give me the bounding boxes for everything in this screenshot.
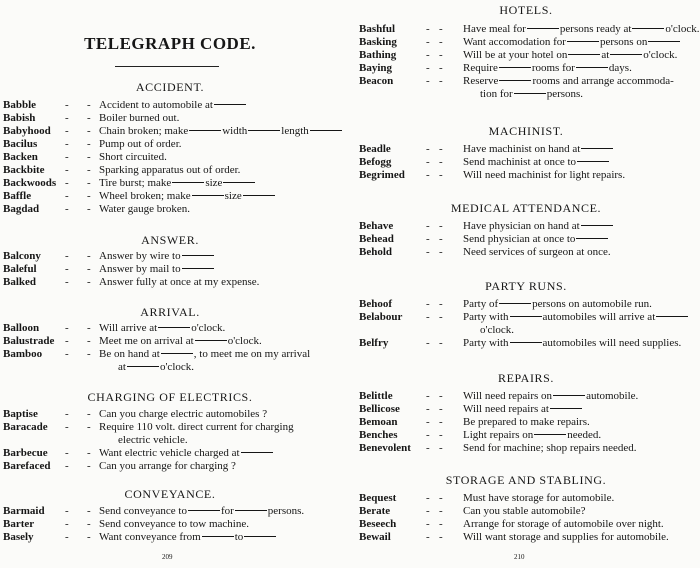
leader-dash: - <box>439 23 443 35</box>
leader-dash: - <box>426 220 430 232</box>
code-entry <box>359 49 699 62</box>
code-word: Bacilus <box>3 138 38 150</box>
code-entry <box>3 151 343 164</box>
leader-dash: - <box>426 416 430 428</box>
code-meaning: Meet me on arrival at o'clock. <box>99 335 262 347</box>
code-word: Bagdad <box>3 203 40 215</box>
code-meaning: Require 110 volt. direct current for charging <box>99 421 294 433</box>
code-entry <box>3 531 343 544</box>
code-entry <box>359 311 699 324</box>
code-entry <box>3 421 343 434</box>
code-word: Bamboo <box>3 348 43 360</box>
leader-dash: - <box>426 23 430 35</box>
page-number: 210 <box>514 553 525 561</box>
code-meaning: Will need machinist for light repairs. <box>463 169 626 181</box>
leader-dash: - <box>65 531 69 543</box>
code-word: Begrimed <box>359 169 405 181</box>
code-word: Behold <box>359 246 393 258</box>
code-meaning: Answer by wire to <box>99 250 215 263</box>
leader-dash: - <box>87 151 91 163</box>
code-entry <box>3 518 343 531</box>
leader-dash: - <box>426 429 430 441</box>
code-word: Bemoan <box>359 416 398 428</box>
blank-line <box>244 536 276 537</box>
code-word: Barmaid <box>3 505 45 517</box>
leader-dash: - <box>87 421 91 433</box>
code-meaning: Have machinist on hand at <box>463 143 614 156</box>
blank-line <box>632 28 664 29</box>
code-meaning: Will be at your hotel on at o'clock. <box>463 49 678 61</box>
leader-dash: - <box>439 311 443 323</box>
leader-dash: - <box>65 460 69 472</box>
code-entry <box>359 518 699 531</box>
blank-line <box>553 395 585 396</box>
code-meaning-continued: electric vehicle. <box>118 434 188 446</box>
code-meaning: Light repairs on needed. <box>463 429 602 441</box>
code-entry <box>3 348 343 361</box>
code-word: Baying <box>359 62 393 74</box>
code-word: Behead <box>359 233 394 245</box>
code-meaning: Be prepared to make repairs. <box>463 416 590 428</box>
code-entry <box>359 337 699 350</box>
leader-dash: - <box>439 49 443 61</box>
code-meaning: Want conveyance from to <box>99 531 277 544</box>
blank-line <box>581 225 613 226</box>
leader-dash: - <box>426 337 430 349</box>
code-meaning: Send conveyance to for persons. <box>99 505 305 517</box>
leader-dash: - <box>87 447 91 459</box>
code-meaning: Have physician on hand at <box>463 220 614 233</box>
leader-dash: - <box>439 429 443 441</box>
leader-dash: - <box>87 190 91 202</box>
code-entry <box>359 416 699 429</box>
leader-dash: - <box>439 403 443 415</box>
title-rule <box>115 66 219 67</box>
leader-dash: - <box>65 138 69 150</box>
code-meaning: Will need repairs on automobile. <box>463 390 639 402</box>
code-word: Barefaced <box>3 460 51 472</box>
blank-line <box>127 366 159 367</box>
leader-dash: - <box>87 203 91 215</box>
leader-dash: - <box>439 442 443 454</box>
blank-line <box>241 452 273 453</box>
leader-dash: - <box>439 143 443 155</box>
code-word: Bellicose <box>359 403 400 415</box>
code-word: Beacon <box>359 75 394 87</box>
blank-line <box>576 67 608 68</box>
code-meaning: Boiler burned out. <box>99 112 180 124</box>
leader-dash: - <box>87 164 91 176</box>
code-meaning: Can you charge electric automobiles ? <box>99 408 268 420</box>
leader-dash: - <box>65 203 69 215</box>
code-entry <box>359 390 699 403</box>
leader-dash: - <box>426 390 430 402</box>
blank-line <box>534 434 566 435</box>
blank-line <box>550 408 582 409</box>
code-meaning: Tire burst; make size <box>99 177 256 190</box>
code-entry <box>3 263 343 276</box>
section-title-answer: ANSWER. <box>141 233 199 247</box>
code-meaning: Short circuited. <box>99 151 167 163</box>
leader-dash: - <box>87 322 91 334</box>
leader-dash: - <box>426 62 430 74</box>
code-meaning-continued: o'clock. <box>480 324 515 336</box>
code-meaning: Will want storage and supplies for automobile. <box>463 531 669 543</box>
leader-dash: - <box>439 531 443 543</box>
blank-line <box>499 67 531 68</box>
leader-dash: - <box>439 62 443 74</box>
code-word: Bathing <box>359 49 397 61</box>
code-meaning: Send physician at once to <box>463 233 609 246</box>
blank-line <box>172 182 204 183</box>
code-word: Behoof <box>359 298 392 310</box>
blank-line <box>223 182 255 183</box>
leader-dash: - <box>87 177 91 189</box>
code-entry <box>3 112 343 125</box>
code-entry <box>3 164 343 177</box>
code-meaning: Need services of surgeon at once. <box>463 246 611 258</box>
blank-line <box>235 510 267 511</box>
leader-dash: - <box>426 311 430 323</box>
leader-dash: - <box>65 421 69 433</box>
blank-line <box>576 238 608 239</box>
leader-dash: - <box>87 138 91 150</box>
code-meaning: Answer by mail to <box>99 263 215 276</box>
leader-dash: - <box>426 298 430 310</box>
code-entry <box>359 298 699 311</box>
code-entry <box>359 23 699 36</box>
section-title-conveyance: CONVEYANCE. <box>124 487 216 501</box>
code-entry <box>359 403 699 416</box>
code-word: Balloon <box>3 322 40 334</box>
code-word: Belittle <box>359 390 393 402</box>
code-word: Basking <box>359 36 397 48</box>
code-word: Balcony <box>3 250 41 262</box>
section-title-arrival: ARRIVAL. <box>140 305 200 319</box>
leader-dash: - <box>65 505 69 517</box>
code-meaning: Send conveyance to tow machine. <box>99 518 249 530</box>
code-meaning: Sparking apparatus out of order. <box>99 164 241 176</box>
code-meaning: Want accomodation for persons on <box>463 36 681 49</box>
blank-line <box>499 303 531 304</box>
leader-dash: - <box>65 190 69 202</box>
leader-dash: - <box>439 518 443 530</box>
right-page <box>356 0 700 568</box>
leader-dash: - <box>439 416 443 428</box>
blank-line <box>510 316 542 317</box>
code-word: Babyhood <box>3 125 51 137</box>
blank-line <box>568 54 600 55</box>
code-meaning: Must have storage for automobile. <box>463 492 615 504</box>
leader-dash: - <box>439 75 443 87</box>
code-meaning: Send machinist at once to <box>463 156 610 169</box>
leader-dash: - <box>87 276 91 288</box>
code-entry <box>3 203 343 216</box>
code-entry <box>3 177 343 190</box>
leader-dash: - <box>65 125 69 137</box>
code-word: Bashful <box>359 23 396 35</box>
code-entry <box>3 335 343 348</box>
code-entry <box>359 75 699 88</box>
blank-line <box>243 195 275 196</box>
blank-line <box>527 28 559 29</box>
blank-line <box>161 353 193 354</box>
leader-dash: - <box>65 322 69 334</box>
leader-dash: - <box>439 220 443 232</box>
code-word: Backbite <box>3 164 45 176</box>
code-entry <box>359 531 699 544</box>
leader-dash: - <box>426 403 430 415</box>
leader-dash: - <box>65 276 69 288</box>
blank-line <box>310 130 342 131</box>
code-meaning: Be on hand at , to meet me on my arrival <box>99 348 311 360</box>
section-title-repairs: REPAIRS. <box>497 371 555 385</box>
code-word: Befogg <box>359 156 392 168</box>
leader-dash: - <box>426 233 430 245</box>
code-word: Beadle <box>359 143 391 155</box>
code-meaning: Reserve rooms and arrange accommoda- <box>463 75 674 87</box>
leader-dash: - <box>426 49 430 61</box>
code-meaning: Send for machine; shop repairs needed. <box>463 442 637 454</box>
blank-line <box>189 130 221 131</box>
code-meaning: Party of persons on automobile run. <box>463 298 652 310</box>
blank-line <box>188 510 220 511</box>
code-entry <box>3 138 343 151</box>
blank-line <box>158 327 190 328</box>
left-page <box>0 0 344 568</box>
code-entry <box>3 250 343 263</box>
page-title: TELEGRAPH CODE. <box>84 34 256 53</box>
blank-line <box>499 80 531 81</box>
code-meaning-continued: tion for persons. <box>480 88 584 100</box>
leader-dash: - <box>426 169 430 181</box>
code-entry <box>3 460 343 473</box>
code-word: Benches <box>359 429 398 441</box>
code-meaning: Pump out of order. <box>99 138 182 150</box>
leader-dash: - <box>426 442 430 454</box>
code-meaning: Water gauge broken. <box>99 203 191 215</box>
leader-dash: - <box>87 125 91 137</box>
leader-dash: - <box>87 348 91 360</box>
code-word: Bewail <box>359 531 391 543</box>
leader-dash: - <box>65 447 69 459</box>
blank-line <box>192 195 224 196</box>
code-word: Balked <box>3 276 37 288</box>
leader-dash: - <box>439 156 443 168</box>
code-word: Barbecue <box>3 447 48 459</box>
leader-dash: - <box>87 99 91 111</box>
blank-line <box>182 268 214 269</box>
code-word: Basely <box>3 531 34 543</box>
code-word: Baleful <box>3 263 37 275</box>
blank-line <box>248 130 280 131</box>
leader-dash: - <box>439 337 443 349</box>
code-entry <box>3 447 343 460</box>
code-word: Benevolent <box>359 442 411 454</box>
leader-dash: - <box>65 112 69 124</box>
code-word: Balustrade <box>3 335 55 347</box>
leader-dash: - <box>65 263 69 275</box>
blank-line <box>581 148 613 149</box>
leader-dash: - <box>439 233 443 245</box>
leader-dash: - <box>426 505 430 517</box>
leader-dash: - <box>439 390 443 402</box>
code-word: Babish <box>3 112 36 124</box>
leader-dash: - <box>87 531 91 543</box>
leader-dash: - <box>87 460 91 472</box>
blank-line <box>514 93 546 94</box>
blank-line <box>195 340 227 341</box>
section-title-hotels: HOTELS. <box>499 3 553 17</box>
code-word: Belabour <box>359 311 403 323</box>
code-meaning: Wheel broken; make size <box>99 190 276 203</box>
leader-dash: - <box>426 156 430 168</box>
code-meaning: Have meal for persons ready at o'clock. <box>463 23 700 35</box>
code-meaning: Accident to automobile at <box>99 99 247 112</box>
leader-dash: - <box>65 348 69 360</box>
leader-dash: - <box>87 263 91 275</box>
code-word: Belfry <box>359 337 389 349</box>
leader-dash: - <box>65 335 69 347</box>
code-meaning: Party with automobiles will need supplies. <box>463 337 682 349</box>
leader-dash: - <box>426 492 430 504</box>
blank-line <box>510 342 542 343</box>
leader-dash: - <box>87 250 91 262</box>
code-meaning: Want electric vehicle charged at <box>99 447 274 460</box>
code-entry <box>359 233 699 246</box>
code-meaning: Chain broken; make width length <box>99 125 343 138</box>
code-entry <box>3 276 343 289</box>
code-word: Backen <box>3 151 38 163</box>
code-word: Backwoods <box>3 177 57 189</box>
leader-dash: - <box>439 246 443 258</box>
leader-dash: - <box>65 177 69 189</box>
leader-dash: - <box>439 298 443 310</box>
leader-dash: - <box>87 408 91 420</box>
code-entry <box>3 190 343 203</box>
leader-dash: - <box>439 505 443 517</box>
section-title-charging: CHARGING OF ELECTRICS. <box>87 390 253 404</box>
blank-line <box>610 54 642 55</box>
section-title-storage: STORAGE AND STABLING. <box>445 473 607 487</box>
leader-dash: - <box>87 112 91 124</box>
code-word: Beseech <box>359 518 397 530</box>
leader-dash: - <box>439 169 443 181</box>
code-word: Baracade <box>3 421 48 433</box>
code-meaning: Will need repairs at <box>463 403 583 416</box>
page-number: 209 <box>162 553 173 561</box>
code-word: Babble <box>3 99 37 111</box>
code-entry <box>359 246 699 259</box>
code-meaning: Arrange for storage of automobile over night. <box>463 518 664 530</box>
section-title-medical: MEDICAL ATTENDANCE. <box>450 201 602 215</box>
code-entry <box>359 220 699 233</box>
leader-dash: - <box>87 335 91 347</box>
leader-dash: - <box>426 143 430 155</box>
code-meaning: Party with automobiles will arrive at <box>463 311 689 324</box>
leader-dash: - <box>439 36 443 48</box>
code-word: Barter <box>3 518 35 530</box>
leader-dash: - <box>65 250 69 262</box>
blank-line <box>567 41 599 42</box>
code-word: Baffle <box>3 190 32 202</box>
section-title-accident: ACCIDENT. <box>135 80 205 94</box>
code-entry <box>359 492 699 505</box>
code-entry <box>359 505 699 518</box>
blank-line <box>214 104 246 105</box>
leader-dash: - <box>65 164 69 176</box>
leader-dash: - <box>426 36 430 48</box>
blank-line <box>182 255 214 256</box>
leader-dash: - <box>426 75 430 87</box>
code-entry <box>359 156 699 169</box>
code-entry <box>359 429 699 442</box>
leader-dash: - <box>65 408 69 420</box>
code-meaning-continued: at o'clock. <box>118 361 195 373</box>
code-word: Baptise <box>3 408 38 420</box>
code-meaning: Can you stable automobile? <box>463 505 586 517</box>
leader-dash: - <box>65 99 69 111</box>
blank-line <box>648 41 680 42</box>
code-meaning: Answer fully at once at my expense. <box>99 276 260 288</box>
leader-dash: - <box>87 518 91 530</box>
code-meaning: Will arrive at o'clock. <box>99 322 226 334</box>
leader-dash: - <box>439 492 443 504</box>
leader-dash: - <box>426 246 430 258</box>
code-word: Behave <box>359 220 394 232</box>
code-entry <box>359 62 699 75</box>
code-meaning: Can you arrange for charging ? <box>99 460 236 472</box>
code-word: Berate <box>359 505 391 517</box>
code-entry <box>359 169 699 182</box>
leader-dash: - <box>426 518 430 530</box>
code-entry <box>3 99 343 112</box>
code-meaning: Require rooms for days. <box>463 62 632 74</box>
blank-line <box>202 536 234 537</box>
leader-dash: - <box>65 518 69 530</box>
code-entry <box>3 408 343 421</box>
code-entry <box>3 505 343 518</box>
code-entry <box>359 442 699 455</box>
code-entry <box>359 36 699 49</box>
leader-dash: - <box>65 151 69 163</box>
code-entry <box>359 143 699 156</box>
code-entry <box>3 125 343 138</box>
blank-line <box>656 316 688 317</box>
leader-dash: - <box>426 531 430 543</box>
section-title-machinist: MACHINIST. <box>488 124 564 138</box>
leader-dash: - <box>87 505 91 517</box>
code-entry <box>3 322 343 335</box>
section-title-party: PARTY RUNS. <box>485 279 567 293</box>
code-word: Bequest <box>359 492 397 504</box>
blank-line <box>577 161 609 162</box>
